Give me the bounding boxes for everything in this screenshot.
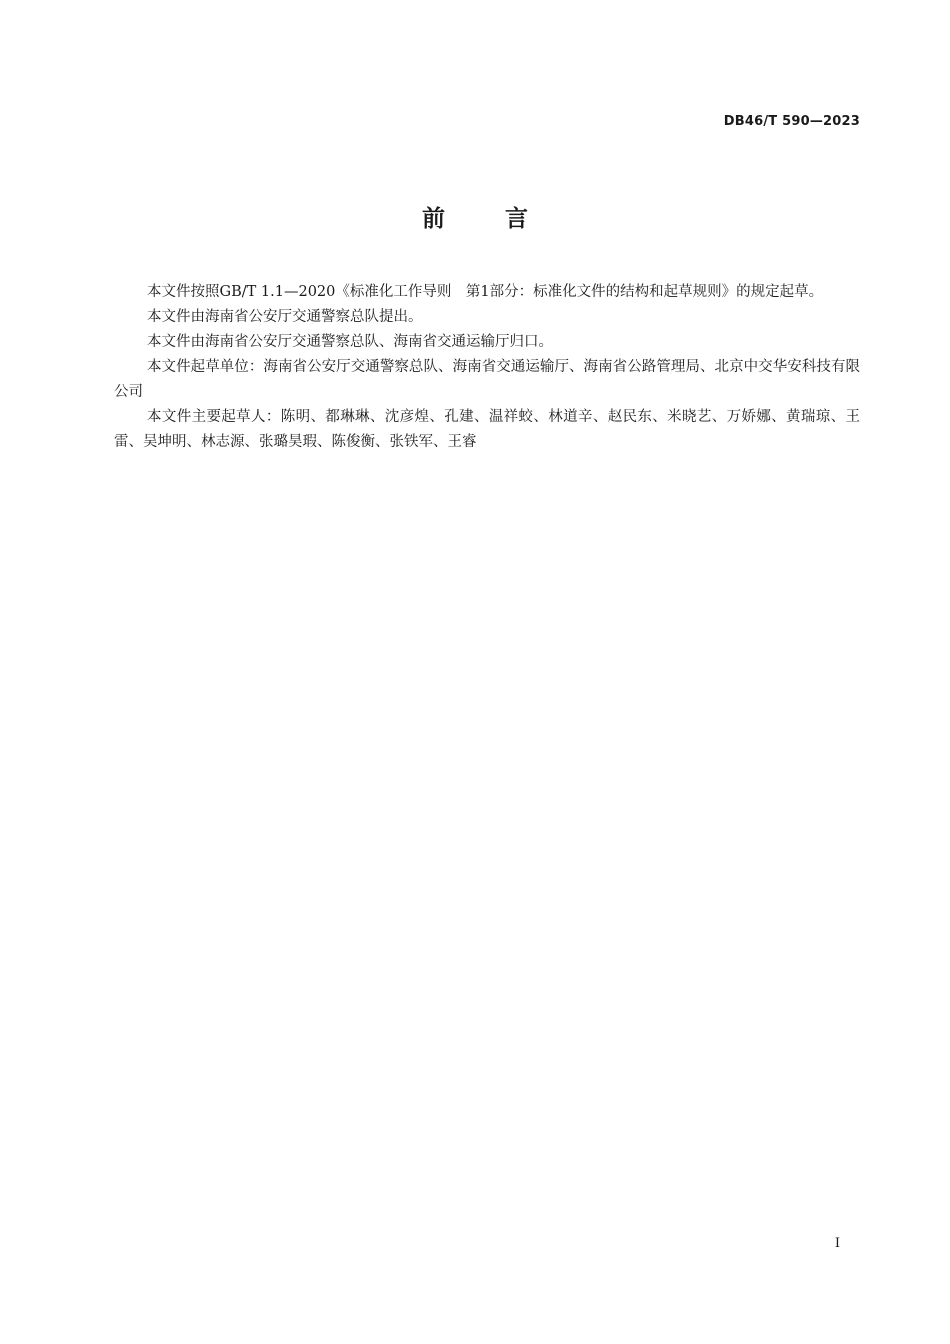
foreword-body	[114, 280, 860, 455]
paragraph-proposer: 本文件由海南省公安厅交通警察总队提出。	[147, 309, 423, 325]
document-code: DB46/T 590—2023	[723, 114, 860, 129]
paragraph-drafters: 本文件主要起草人：陈明、都琳琳、沈彦煌、孔建、温祥蛟、林道辛、赵民东、米晓艺、万娇娜、黄瑞琼、王雷、吴坤明、林志源、张璐昊瑕、陈俊衡、张铁军、王睿	[114, 409, 860, 450]
paragraph-drafting-basis: 本文件按照GB/T 1.1—2020《标准化工作导则 第1部分：标准化文件的结构和起草规则》的规定起草。	[147, 284, 824, 300]
page-title: 前言	[422, 206, 588, 232]
paragraph-centralized-unit: 本文件由海南省公安厅交通警察总队、海南省交通运输厅归口。	[147, 334, 553, 350]
paragraph-drafting-units: 本文件起草单位：海南省公安厅交通警察总队、海南省交通运输厅、海南省公路管理局、北京中交华安科技有限公司	[114, 359, 860, 400]
page-number: I	[834, 1236, 840, 1251]
